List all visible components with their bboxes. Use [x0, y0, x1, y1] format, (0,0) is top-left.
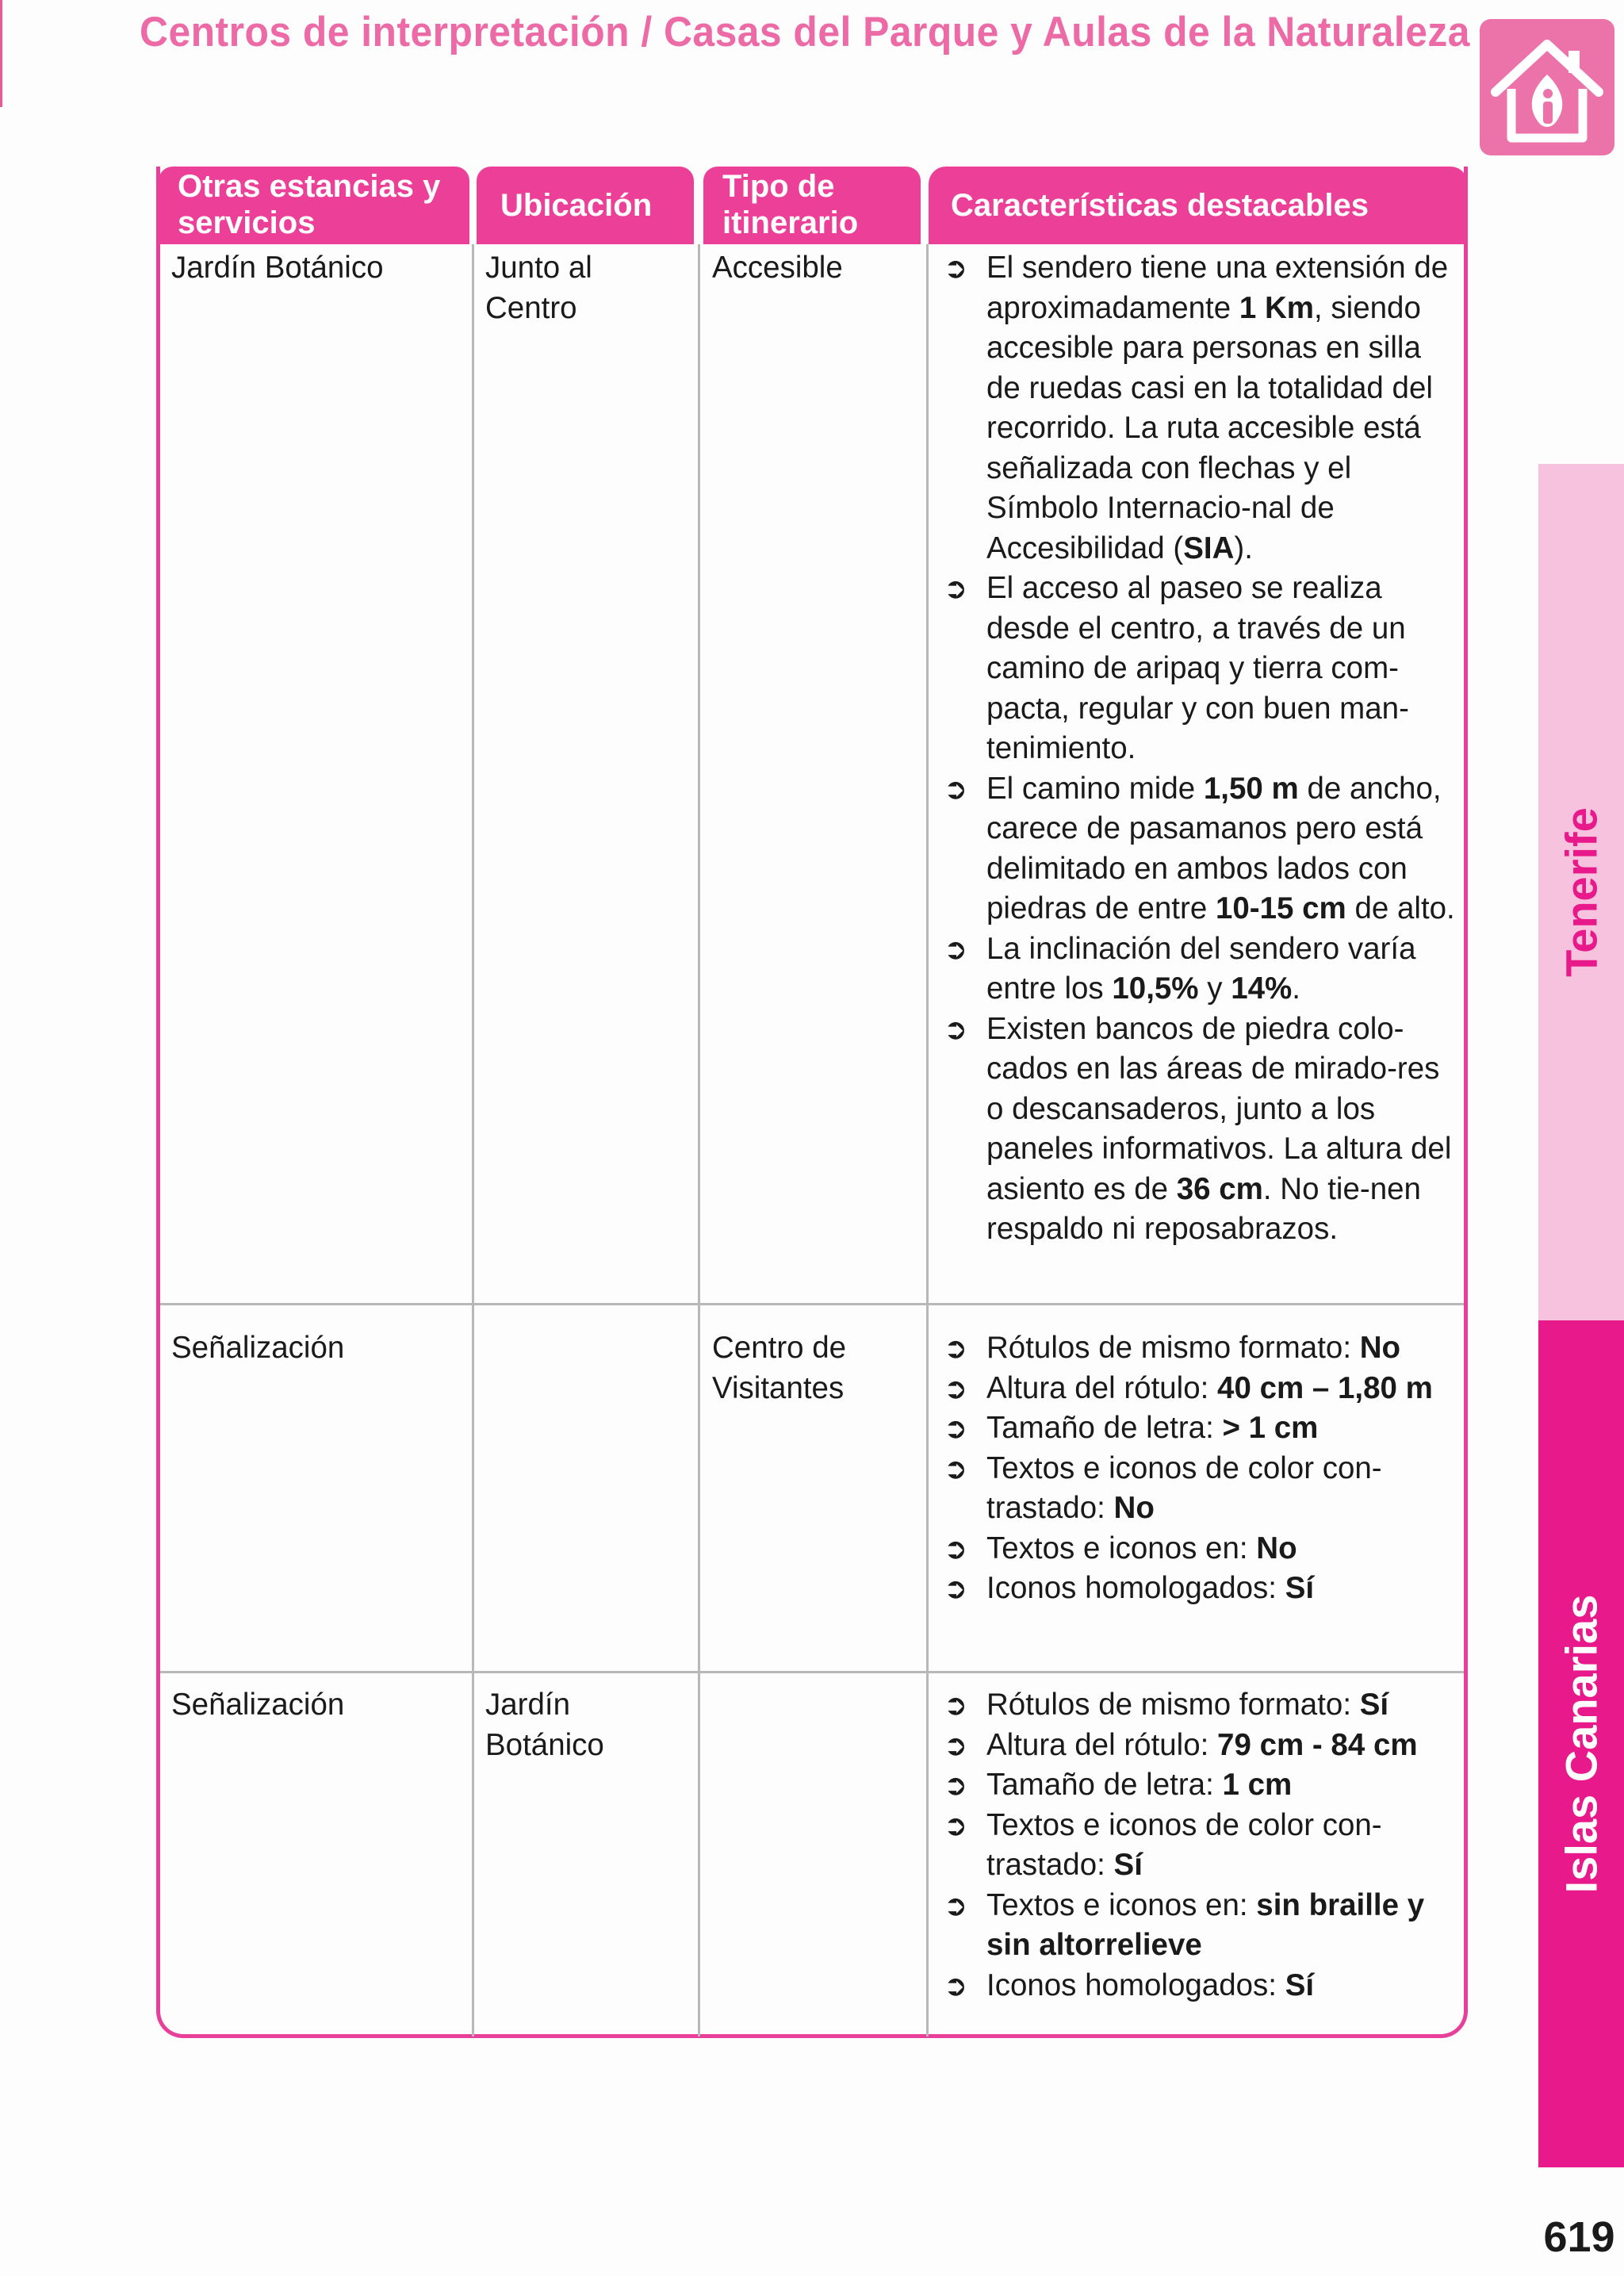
column-divider	[926, 244, 929, 2037]
curved-arrow-icon: ➲	[944, 1531, 968, 1565]
cell-caracteristicas	[944, 1328, 1435, 1609]
feature-bullet	[944, 569, 1459, 769]
column-divider	[698, 244, 700, 2037]
column-header-tipo-label: Tipo de itinerario	[722, 169, 859, 240]
feature-bullet	[944, 1765, 1459, 1806]
row-divider	[160, 1671, 1464, 1673]
feature-bullet	[944, 1408, 1435, 1449]
cell-ubicacion: Jardín Botánico	[485, 1688, 604, 1762]
column-divider	[472, 244, 474, 2037]
feature-bullet-text: Textos e iconos de color con-trastado: No	[986, 1450, 1382, 1525]
curved-arrow-icon: ➲	[944, 251, 968, 284]
column-header-caracteristicas-label: Características destacables	[951, 188, 1369, 223]
cell-ubicacion: Junto al Centro	[485, 251, 592, 325]
feature-bullet	[944, 1369, 1435, 1409]
feature-bullet	[944, 1328, 1435, 1369]
feature-bullet	[944, 1806, 1459, 1886]
side-tab-islas-canarias-label: Islas Canarias	[1556, 1594, 1607, 1894]
feature-bullet-text: Tamaño de letra: 1 cm	[986, 1768, 1293, 1802]
curved-arrow-icon: ➲	[944, 1012, 968, 1045]
cell-tipo: Accesible	[712, 251, 843, 285]
feature-bullet	[944, 1010, 1459, 1250]
cell-tipo: Centro de Visitantes	[712, 1331, 847, 1405]
cell-estancia: Señalización	[171, 1331, 345, 1365]
column-header-estancias	[159, 167, 469, 244]
cell-estancia: Jardín Botánico	[171, 251, 384, 285]
side-tab-tenerife	[1538, 464, 1624, 1320]
cell-caracteristicas	[944, 1685, 1459, 2006]
feature-bullet-text: El acceso al paseo se realiza desde el centro, a través de un camino de aripaq y tierra com-pacta, regular y con buen man-tenimiento.	[986, 571, 1409, 765]
column-header-ubicacion-label: Ubicación	[500, 188, 653, 223]
cell-caracteristicas	[944, 248, 1459, 1250]
curved-arrow-icon: ➲	[944, 1888, 968, 1922]
column-header-caracteristicas	[929, 167, 1468, 244]
curved-arrow-icon: ➲	[944, 1331, 968, 1364]
cell-estancia: Señalización	[171, 1688, 345, 1722]
feature-bullet	[944, 1685, 1459, 1726]
feature-bullet-text: La inclinación del sendero varía entre los 10,5% y 14%.	[986, 931, 1416, 1006]
feature-bullet-text: Tamaño de letra: > 1 cm	[986, 1411, 1319, 1445]
feature-bullet	[944, 1726, 1459, 1766]
feature-bullet-text: Textos e iconos de color con-trastado: Sí	[986, 1807, 1382, 1882]
feature-bullet-text: Existen bancos de piedra colo-cados en las áreas de mirado-res o descansaderos, junto a los paneles informativos. La altura del asiento es de 36 cm. No tie-nen respaldo ni reposabrazos.	[986, 1011, 1452, 1246]
feature-bullet	[944, 1449, 1435, 1529]
feature-bullet	[944, 1529, 1435, 1569]
feature-bullet-text: El sendero tiene una extensión de aproximadamente 1 Km, siendo accesible para personas en silla de ruedas casi en la totalidad del recorrido. La ruta accesible está señalizada con flechas y el Símbolo Internacio-nal de Accesibilidad (SIA).	[986, 251, 1449, 565]
side-tab-islas-canarias	[1538, 1320, 1624, 2167]
curved-arrow-icon: ➲	[944, 772, 968, 805]
feature-bullet	[944, 929, 1459, 1010]
page-number: 619	[1543, 2213, 1615, 2261]
feature-bullet-text: El camino mide 1,50 m de ancho, carece de pasamanos pero está delimitado en ambos lados con piedras de entre 10-15 cm de alto.	[986, 771, 1455, 925]
house-info-icon	[1480, 19, 1614, 155]
column-header-tipo	[703, 167, 921, 244]
feature-bullet-text: Altura del rótulo: 79 cm - 84 cm	[986, 1727, 1418, 1762]
page-title: Centros de interpretación / Casas del Parque y Aulas de la Naturaleza	[140, 9, 1470, 56]
curved-arrow-icon: ➲	[944, 1808, 968, 1841]
curved-arrow-icon: ➲	[944, 1572, 968, 1604]
curved-arrow-icon: ➲	[944, 932, 968, 965]
feature-bullet	[944, 769, 1459, 929]
curved-arrow-icon: ➲	[944, 1412, 968, 1444]
row-divider	[160, 1303, 1464, 1305]
feature-bullet	[944, 1569, 1435, 1609]
feature-bullet	[944, 1886, 1459, 1966]
curved-arrow-icon: ➲	[944, 1688, 968, 1721]
curved-arrow-icon: ➲	[944, 1728, 968, 1761]
curved-arrow-icon: ➲	[944, 1451, 968, 1485]
curved-arrow-icon: ➲	[944, 572, 968, 604]
feature-bullet-text: Textos e iconos en: No	[986, 1531, 1297, 1565]
feature-bullet-text: Textos e iconos en: sin braille y sin altorrelieve	[986, 1887, 1425, 1962]
feature-bullet-text: Rótulos de mismo formato: No	[986, 1331, 1401, 1365]
feature-bullet-text: Rótulos de mismo formato: Sí	[986, 1688, 1389, 1722]
curved-arrow-icon: ➲	[944, 1371, 968, 1404]
feature-bullet-text: Iconos homologados: Sí	[986, 1571, 1315, 1605]
feature-bullet	[944, 1966, 1459, 2006]
curved-arrow-icon: ➲	[944, 1768, 968, 1801]
column-header-ubicacion	[477, 167, 694, 244]
side-tab-tenerife-label: Tenerife	[1556, 807, 1607, 977]
feature-bullet	[944, 248, 1459, 569]
column-header-estancias-label: Otras estancias y servicios	[178, 169, 441, 240]
feature-bullet-text: Iconos homologados: Sí	[986, 1968, 1315, 2002]
curved-arrow-icon: ➲	[944, 1968, 968, 2002]
left-edge-mark	[0, 0, 2, 107]
feature-bullet-text: Altura del rótulo: 40 cm – 1,80 m	[986, 1370, 1433, 1405]
house-info-icon-graphic	[1480, 19, 1614, 155]
